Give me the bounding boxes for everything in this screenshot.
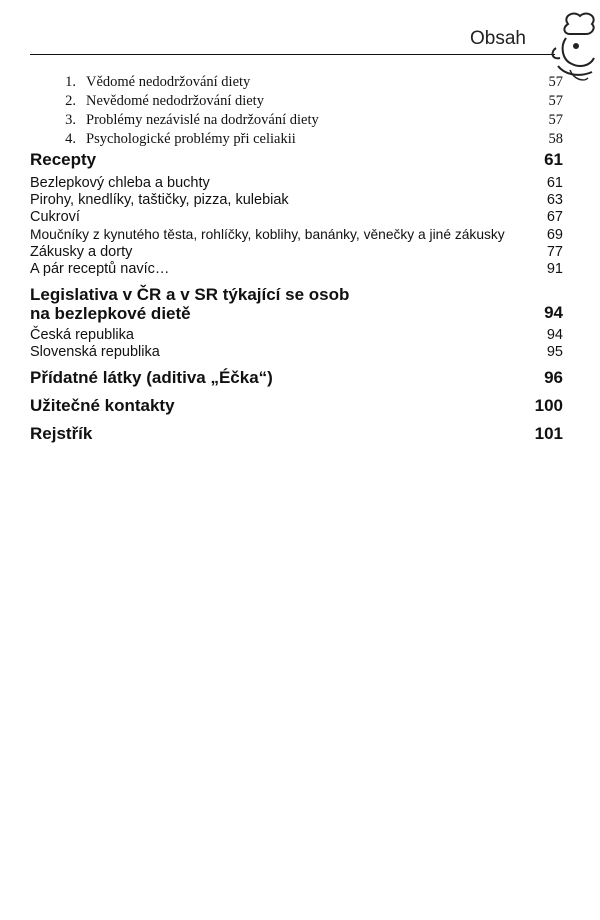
item-number: 4. bbox=[65, 131, 76, 147]
entry-label: Česká republika bbox=[30, 327, 134, 344]
entry-label: Zákusky a dorty bbox=[30, 243, 133, 260]
section-title: Přídatné látky (aditiva „Éčka“) bbox=[30, 367, 273, 387]
page-number: 69 bbox=[546, 226, 563, 243]
toc-entry[interactable] bbox=[30, 192, 563, 209]
section-page-number: 100 bbox=[534, 395, 563, 415]
page-number: 57 bbox=[548, 112, 563, 128]
item-number: 3. bbox=[65, 112, 76, 128]
toc-subitem[interactable] bbox=[30, 74, 563, 93]
toc-section-pridatne-latky[interactable] bbox=[30, 368, 563, 393]
entry-label: Moučníky z kynutého těsta, rohlíčky, koblihy, banánky, věnečky a jiné zákusky bbox=[30, 226, 505, 242]
page-number: 67 bbox=[546, 209, 563, 226]
page-number: 91 bbox=[546, 260, 563, 277]
toc-section-recepty[interactable] bbox=[30, 150, 563, 175]
section-page-number: 101 bbox=[534, 423, 563, 443]
section-title-line-2: na bezlepkové dietě bbox=[30, 304, 191, 324]
item-number: 2. bbox=[65, 93, 76, 109]
entry-label: Bezlepkový chleba a buchty bbox=[30, 175, 210, 191]
page-number: 61 bbox=[546, 175, 563, 191]
item-label: Psychologické problémy při celiakii bbox=[86, 131, 296, 147]
section-page-number: 94 bbox=[544, 303, 563, 323]
item-label: Vědomé nedodržování diety bbox=[86, 74, 251, 90]
table-of-contents bbox=[30, 74, 563, 449]
toc-entry[interactable] bbox=[30, 244, 563, 261]
page-number: 57 bbox=[548, 93, 563, 109]
section-page-number: 96 bbox=[544, 367, 563, 387]
toc-section-rejstrik[interactable] bbox=[30, 424, 563, 449]
section-title: Recepty bbox=[30, 150, 97, 169]
toc-entry[interactable] bbox=[30, 261, 563, 278]
page-number: 95 bbox=[546, 344, 563, 361]
page-number: 94 bbox=[546, 327, 563, 344]
toc-entry[interactable] bbox=[30, 175, 563, 192]
toc-entry[interactable] bbox=[30, 327, 563, 344]
item-label: Nevědomé nedodržování diety bbox=[86, 93, 264, 109]
page-number: 57 bbox=[548, 74, 563, 90]
item-number: 1. bbox=[65, 74, 76, 90]
toc-entry[interactable] bbox=[30, 227, 563, 244]
toc-entry[interactable] bbox=[30, 344, 563, 361]
toc-section-legislativa[interactable] bbox=[30, 283, 563, 323]
section-page-number: 61 bbox=[544, 150, 563, 169]
entry-label: Pirohy, knedlíky, taštičky, pizza, kulebiak bbox=[30, 192, 289, 209]
section-title: Rejstřík bbox=[30, 423, 93, 443]
entry-label: Slovenská republika bbox=[30, 344, 160, 361]
toc-subitem[interactable] bbox=[30, 112, 563, 131]
page-number: 63 bbox=[546, 192, 563, 209]
page-number: 58 bbox=[548, 131, 563, 147]
page-number: 77 bbox=[546, 243, 563, 260]
header-rule bbox=[30, 54, 555, 55]
running-header-title: Obsah bbox=[470, 28, 526, 49]
entry-label: A pár receptů navíc… bbox=[30, 260, 170, 277]
item-label: Problémy nezávislé na dodržování diety bbox=[86, 112, 319, 128]
toc-subitem[interactable] bbox=[30, 131, 563, 150]
section-title-line-1: Legislativa v ČR a v SR týkající se osob bbox=[30, 285, 350, 305]
toc-entry[interactable] bbox=[30, 209, 563, 226]
section-title: Užitečné kontakty bbox=[30, 395, 175, 415]
entry-label: Cukroví bbox=[30, 209, 80, 226]
toc-section-uzitecne-kontakty[interactable] bbox=[30, 396, 563, 421]
toc-subitem[interactable] bbox=[30, 93, 563, 112]
